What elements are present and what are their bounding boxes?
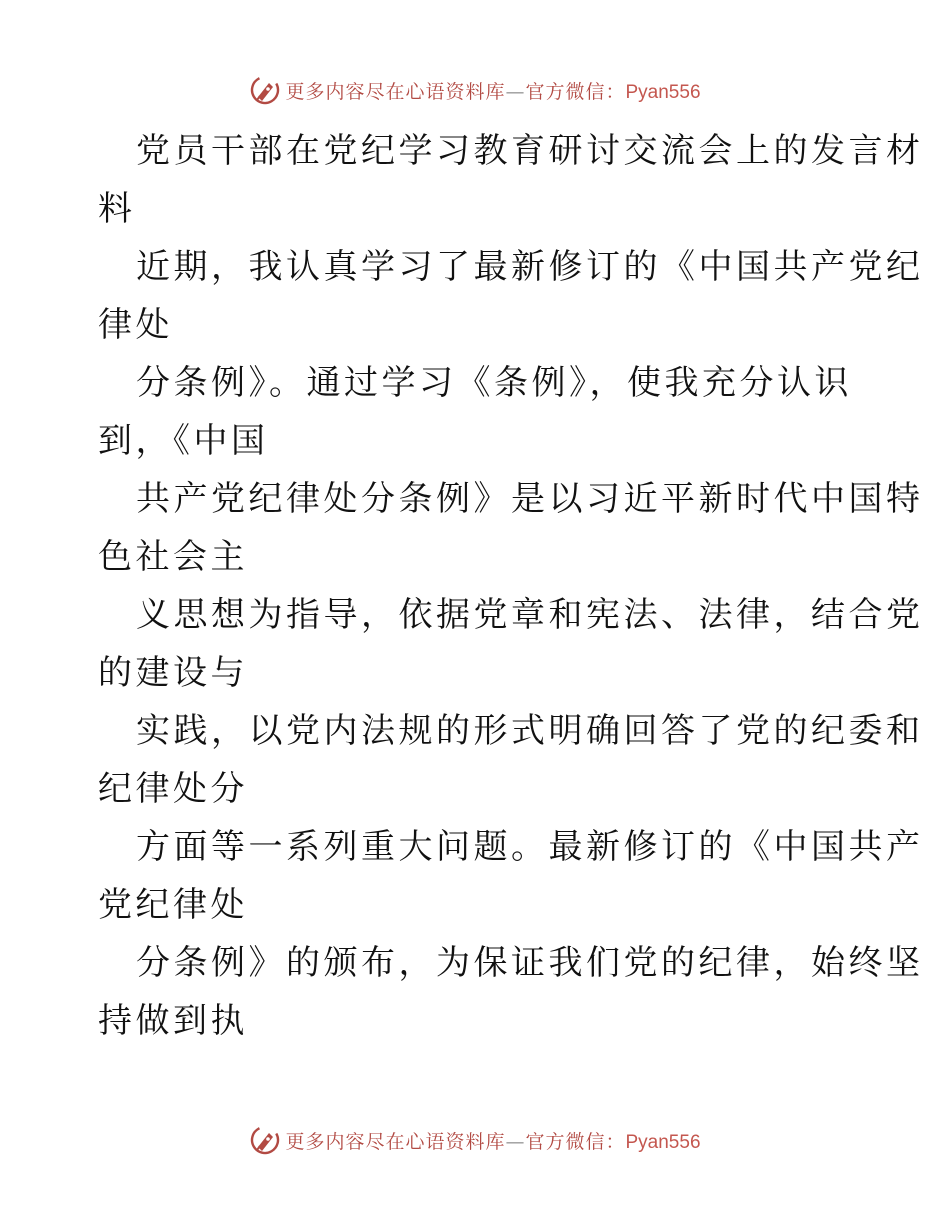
banner-text: 更多内容尽在心语资料库—官方微信：Pyan556 <box>285 80 701 103</box>
text-line: 持做到执 <box>98 1001 248 1041</box>
banner-text: 更多内容尽在心语资料库—官方微信：Pyan556 <box>285 1130 701 1153</box>
pen-nib-logo-icon <box>249 74 281 106</box>
text-line: 分条例》。通过学习《条例》，使我充分认识 <box>136 363 852 403</box>
text-line: 实践，以党内法规的形式明确回答了党的纪委和 <box>136 711 924 751</box>
text-line: 近期，我认真学习了最新修订的《中国共产党纪 <box>136 247 924 287</box>
text-line: 的建设与 <box>98 653 248 693</box>
text-line: 分条例》的颁布，为保证我们党的纪律，始终坚 <box>136 943 924 983</box>
text-line: 方面等一系列重大问题。最新修订的《中国共产 <box>136 827 924 867</box>
document-body <box>98 122 924 1050</box>
text-line: 义思想为指导，依据党章和宪法、法律，结合党 <box>136 595 924 635</box>
text-line: 党纪律处 <box>98 885 248 925</box>
text-line: 律处 <box>98 305 173 345</box>
text-line: 到，《中国 <box>98 421 269 461</box>
footer-banner <box>0 1120 950 1160</box>
title-line-1: 党员干部在党纪学习教育研讨交流会上的发言材 <box>136 131 924 171</box>
pen-nib-logo-icon <box>249 1124 281 1156</box>
title-line-2: 料 <box>98 189 136 229</box>
text-line: 共产党纪律处分条例》是以习近平新时代中国特 <box>136 479 924 519</box>
header-banner <box>0 70 950 110</box>
text-line: 色社会主 <box>98 537 248 577</box>
text-line: 纪律处分 <box>98 769 248 809</box>
